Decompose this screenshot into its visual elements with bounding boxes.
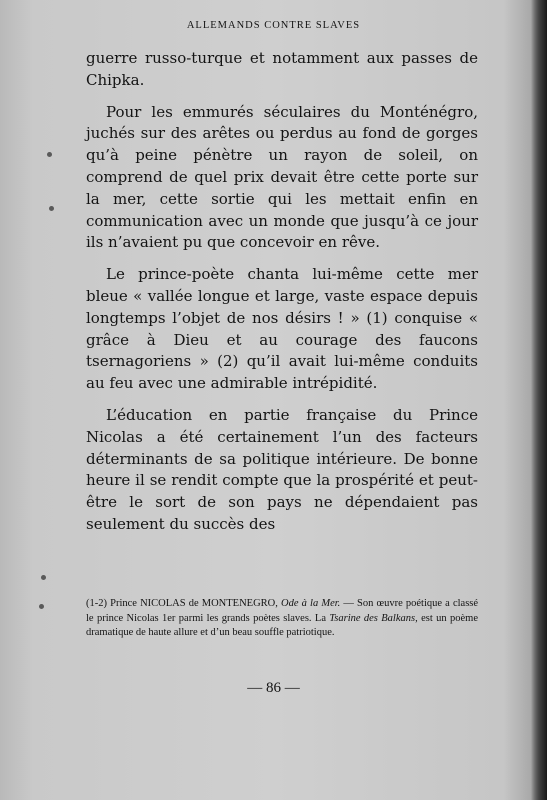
paragraph-2: Pour les emmurés séculaires du Monténégro, juchés sur des arêtes ou perdus au fond de gorges qu’à peine pénètre un rayon de soleil, on comprend de quel prix devait être cette porte sur la mer, cette sortie qui les mettait enfin en communication avec un monde que jusqu’à ce jour ils n’avaient pu que concevoir en rêve. — [86, 102, 478, 252]
paragraph-1: guerre russo-turque et notamment aux passes de Chipka. — [86, 49, 478, 89]
footnote — [86, 597, 478, 641]
paragraph-4: L’éducation en partie française du Prince Nicolas a été certainement l’un des facteurs déterminants de sa politique intérieure. De bonne heure il se rendit compte que la prospérité et peut-être le sort de son pays ne dépendaient pas seulement du succès des — [86, 405, 478, 533]
paper-speck — [47, 152, 52, 157]
body-text — [86, 48, 478, 546]
paper-speck — [49, 206, 54, 211]
paper-speck — [39, 604, 44, 609]
paragraph-3: Le prince-poète chanta lui-même cette mer bleue « vallée longue et large, vaste espace depuis longtemps l’objet de nos désirs ! » (1) conquise « grâce à Dieu et au courage des faucons tsernagoriens » (2) qu’il avait lui-même conduits au feu avec une admirable intrépidité. — [86, 265, 478, 393]
page-number: — 86 — — [247, 680, 300, 696]
footnote-text: — Son œuvre poétique a classé le prince Nicolas 1er parmi les grands poètes slaves. La — [86, 598, 479, 624]
footnote-author: Prince NICOLAS de MONTENEGRO, — [110, 598, 278, 609]
running-head: ALLEMANDS CONTRE SLAVES — [186, 20, 361, 31]
footnote-marker: (1-2) — [86, 598, 107, 609]
page-edge-shadow — [531, 0, 547, 800]
footnote-work-title-2: Tsarine des Balkans, — [329, 612, 418, 624]
paper-speck — [41, 575, 46, 580]
footnote-work-title: Ode à la Mer. — [281, 598, 341, 609]
footnote-text-2: est un poème dramatique de haute allure et d’un beau souffle patriotique. — [86, 612, 478, 638]
